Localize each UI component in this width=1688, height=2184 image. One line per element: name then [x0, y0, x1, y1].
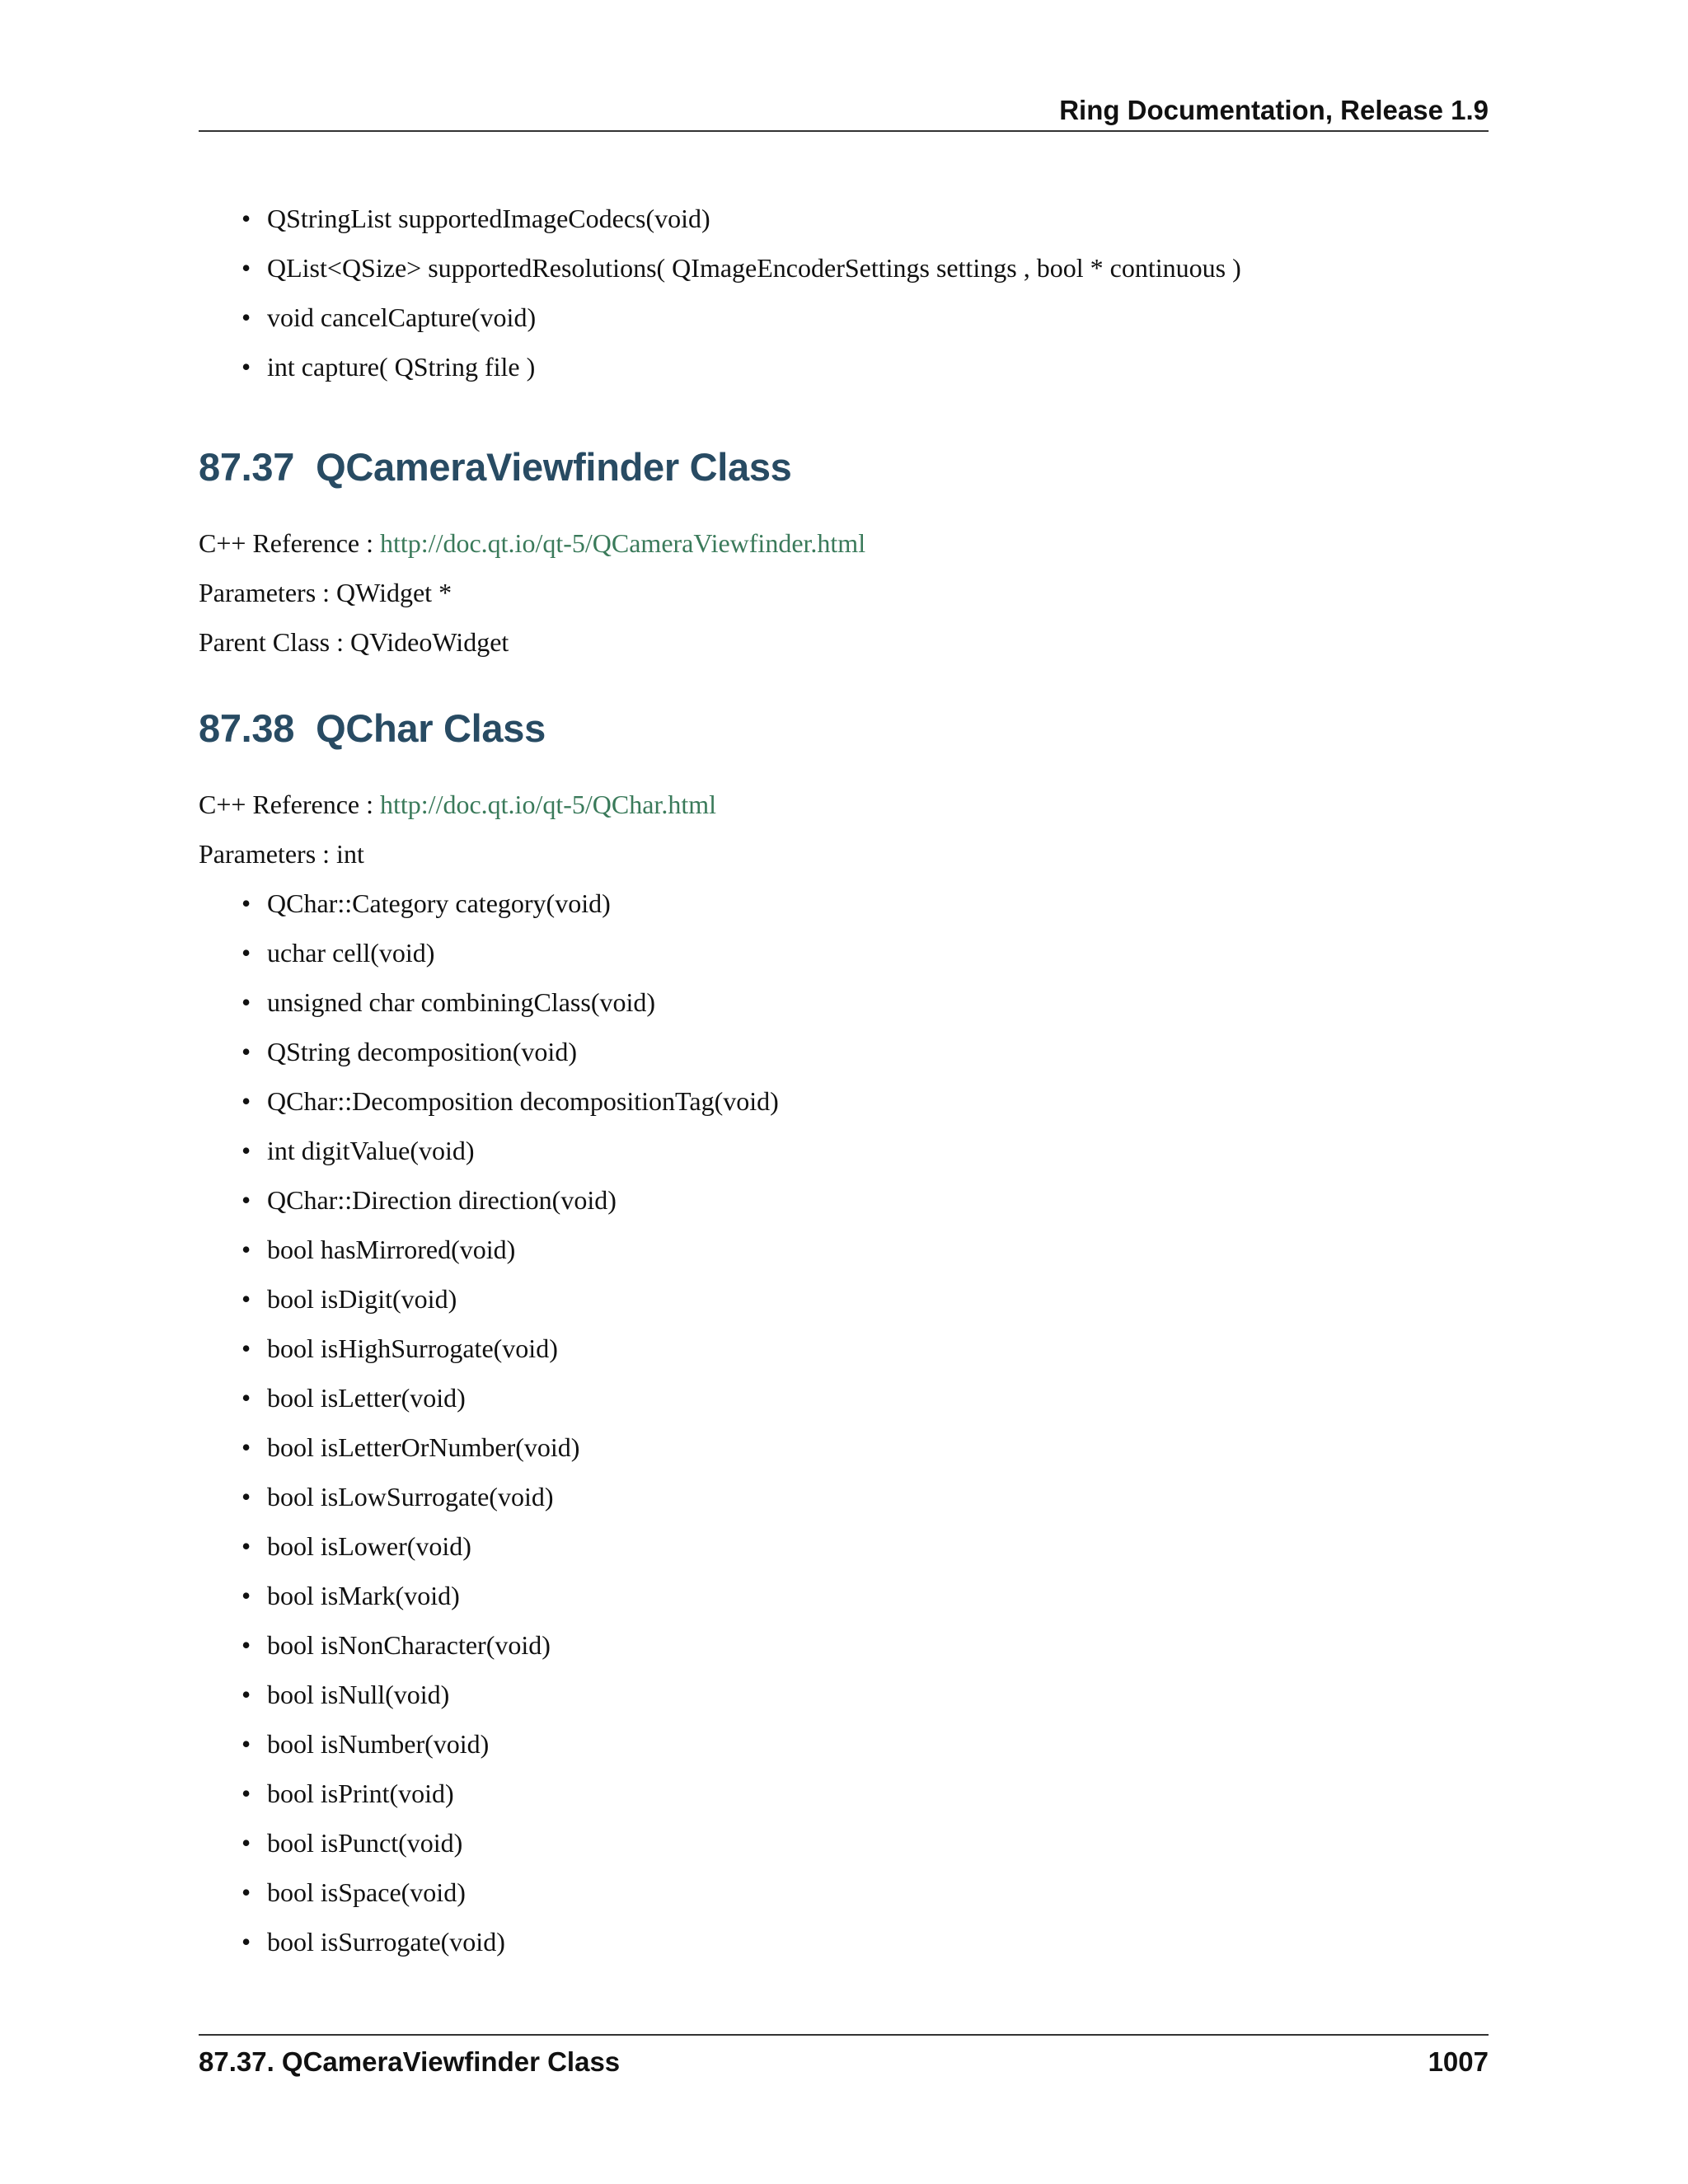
running-footer	[199, 2034, 1489, 2082]
list-item: • bool isDigit(void)	[241, 1274, 1489, 1324]
list-item: • int digitValue(void)	[241, 1126, 1489, 1175]
section-body-qchar	[199, 780, 1489, 1966]
list-item: • bool isNull(void)	[241, 1670, 1489, 1719]
list-item: • QList<QSize> supportedResolutions( QImageEncoderSettings settings , bool * continuous )	[241, 243, 1489, 293]
list-item: • bool isNonCharacter(void)	[241, 1620, 1489, 1670]
cpp-reference	[199, 780, 1489, 829]
list-item: • uchar cell(void)	[241, 928, 1489, 977]
list-item: • bool isPunct(void)	[241, 1818, 1489, 1868]
list-item: • bool isNumber(void)	[241, 1719, 1489, 1769]
list-item: • bool isPrint(void)	[241, 1769, 1489, 1818]
list-item: • bool isSurrogate(void)	[241, 1917, 1489, 1966]
list-item: • bool isLetterOrNumber(void)	[241, 1422, 1489, 1472]
list-item: • QString decomposition(void)	[241, 1027, 1489, 1076]
cpp-reference-link[interactable]: http://doc.qt.io/qt-5/QChar.html	[380, 790, 716, 819]
method-list-qchar	[199, 879, 1489, 1966]
list-item: • QChar::Decomposition decompositionTag(void)	[241, 1076, 1489, 1126]
list-item: • QStringList supportedImageCodecs(void)	[241, 194, 1489, 243]
list-item: • bool isHighSurrogate(void)	[241, 1324, 1489, 1373]
list-item: • bool isLowSurrogate(void)	[241, 1472, 1489, 1521]
method-list-previous-class	[199, 194, 1489, 391]
running-header	[199, 91, 1489, 132]
section-title: QCameraViewfinder Class	[316, 445, 792, 489]
list-item: • bool isMark(void)	[241, 1571, 1489, 1620]
cpp-reference-link[interactable]: http://doc.qt.io/qt-5/QCameraViewfinder.html	[380, 528, 866, 558]
cpp-reference	[199, 518, 1489, 568]
list-item: • unsigned char combiningClass(void)	[241, 977, 1489, 1027]
section-number: 87.37	[199, 445, 295, 489]
parameters-text: Parameters : int	[199, 839, 364, 869]
cpp-reference-label: C++ Reference :	[199, 790, 380, 819]
section-number: 87.38	[199, 706, 295, 750]
list-item: • bool hasMirrored(void)	[241, 1225, 1489, 1274]
list-item: • QChar::Category category(void)	[241, 879, 1489, 928]
document-page	[199, 0, 1489, 2184]
footer-page-number: 1007	[1428, 2046, 1489, 2077]
section-heading-qcameraviewfinder	[199, 443, 1489, 492]
footer-section-title: 87.37. QCameraViewfinder Class	[199, 2046, 621, 2077]
parent-class-text: Parent Class : QVideoWidget	[199, 627, 509, 657]
list-item: • bool isSpace(void)	[241, 1868, 1489, 1917]
page-content	[199, 194, 1489, 1966]
section-body-qcameraviewfinder	[199, 518, 1489, 667]
list-item: • void cancelCapture(void)	[241, 293, 1489, 342]
section-title: QChar Class	[316, 706, 546, 750]
list-item: • int capture( QString file )	[241, 342, 1489, 391]
cpp-reference-label: C++ Reference :	[199, 528, 380, 558]
list-item: • QChar::Direction direction(void)	[241, 1175, 1489, 1225]
list-item: • bool isLower(void)	[241, 1521, 1489, 1571]
section-heading-qchar	[199, 704, 1489, 753]
list-item: • bool isLetter(void)	[241, 1373, 1489, 1422]
parameters-text: Parameters : QWidget *	[199, 578, 452, 607]
running-header-title: Ring Documentation, Release 1.9	[1059, 95, 1489, 125]
